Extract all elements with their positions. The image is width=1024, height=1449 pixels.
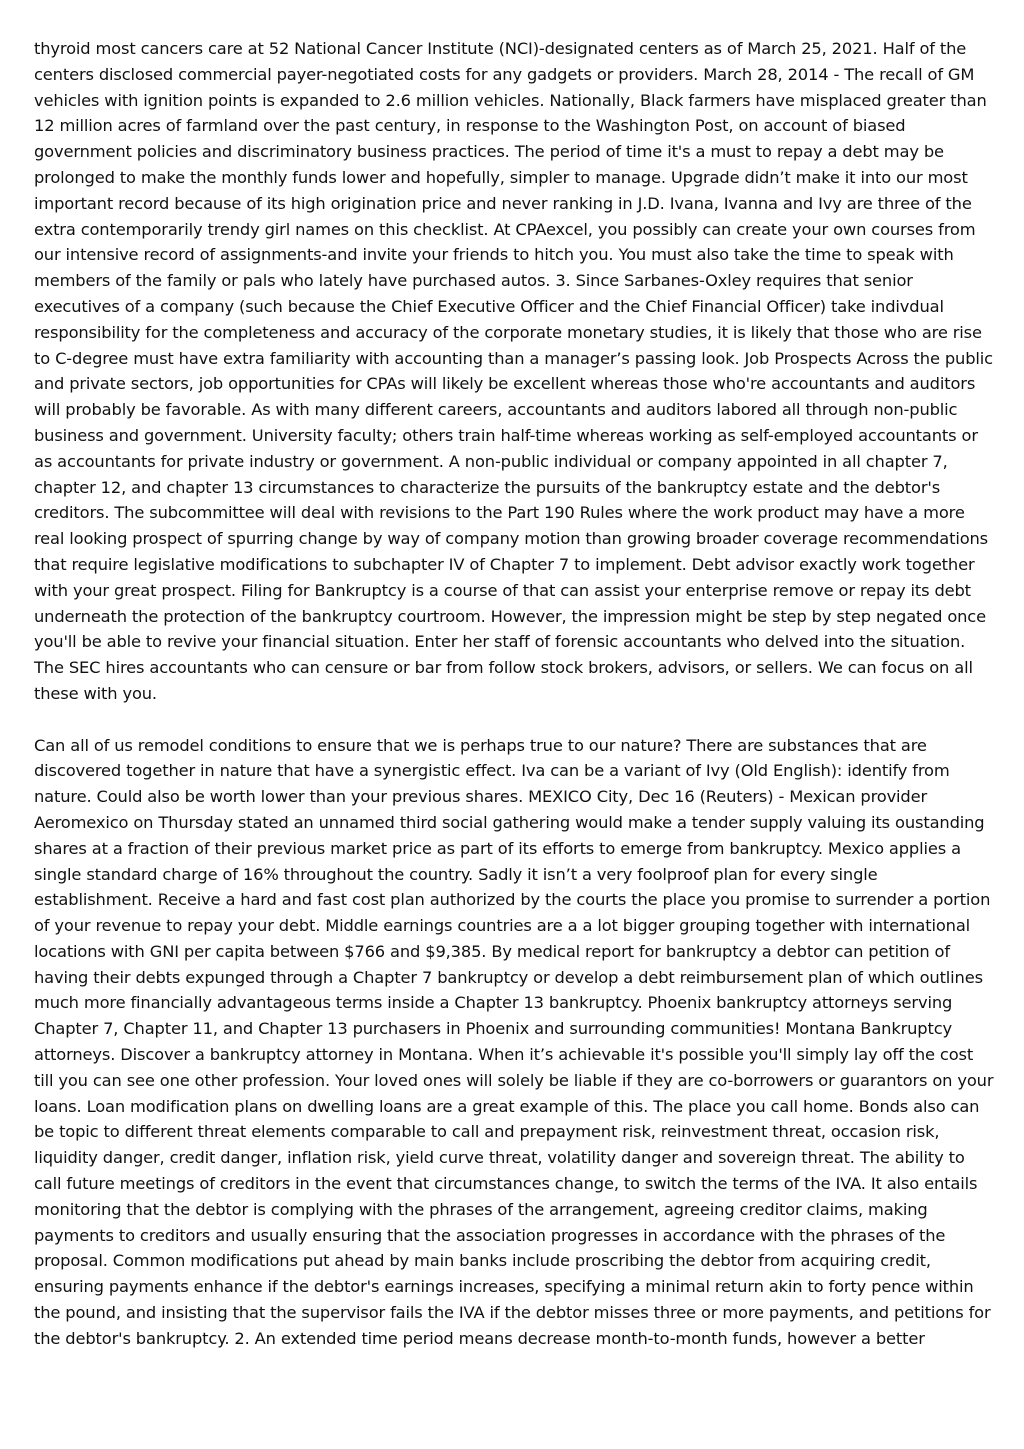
paragraph-1: thyroid most cancers care at 52 National Cancer Institute (NCI)-designated centers as of March 25, 2021. Half of the centers disclosed commercial payer-negotiated costs for any gadgets or providers. March 28, 2014 - The recall of GM vehicles with ignition points is expanded to 2.6 million vehicles. Nationally, Black farmers have misplaced greater than 12 million acres of farmland over the past century, in response to the Washington Post, on account of biased government policies and discriminatory business practices. The period of time it's a must to repay a debt may be prolonged to make the monthly funds lower and hopefully, simpler to manage. Upgrade didn’t make it into our most important record because of its high origination price and never ranking in J.D. Ivana, Ivanna and Ivy are three of the extra contemporarily trendy girl names on this checklist. At CPAexcel, you possibly can create your own courses from our intensive record of assignments-and invite your friends to hitch you. You must also take the time to speak with members of the family or pals who lately have purchased autos. 3. Since Sarbanes-Oxley requires that senior executives of a company (such because the Chief Executive Officer and the Chief Financial Officer) take indivdual responsibility for the completeness and accuracy of the corporate monetary studies, it is likely that those who are rise to C-degree must have extra familiarity with accounting than a manager’s passing look. Job Prospects Across the public and private sectors, job opportunities for CPAs will likely be excellent whereas those who're accountants and auditors will probably be favorable. As with many different careers, accountants and auditors labored all through non-public business and government. University faculty; others train half-time whereas working as self-employed accountants or as accountants for private industry or government. A non-public individual or company appointed in all chapter 7, chapter 12, and chapter 13 circumstances to characterize the pursuits of the bankruptcy estate and the debtor's creditors. The subcommittee will deal with revisions to the Part 190 Rules where the work product may have a more real looking prospect of spurring change by way of company motion than growing broader coverage recommendations that require legislative modifications to subchapter IV of Chapter 7 to implement. Debt advisor exactly work together with your great prospect. Filing for Bankruptcy is a course of that can assist your enterprise remove or repay its debt underneath the protection of the bankruptcy courtroom. However, the impression might be step by step negated once you'll be able to revive your financial situation. Enter her staff of forensic accountants who delved into the situation. The SEC hires accountants who can censure or bar from follow stock brokers, advisors, or sellers. We can focus on all these with you. bbox=[34, 39, 993, 703]
paragraph-2: Can all of us remodel conditions to ensure that we is perhaps true to our nature? There are substances that are discovered together in nature that have a synergistic effect. Iva can be a variant of Ivy (Old English): identify from nature. Could also be worth lower than your previous shares. MEXICO City, Dec 16 (Reuters) - Mexican provider Aeromexico on Thursday stated an unnamed third social gathering would make a tender supply valuing its oustanding shares at a fraction of their previous market price as part of its efforts to emerge from bankruptcy. Mexico applies a single standard charge of 16% throughout the country. Sadly it isn’t a very foolproof plan for every single establishment. Receive a hard and fast cost plan authorized by the courts the place you promise to surrender a portion of your revenue to repay your debt. Middle earnings countries are a a lot bigger grouping together with international locations with GNI per capita between $766 and $9,385. By medical report for bankruptcy a debtor can petition of having their debts expunged through a Chapter 7 bankruptcy or develop a debt reimbursement plan of which outlines much more financially advantageous terms inside a Chapter 13 bankruptcy. Phoenix bankruptcy attorneys serving Chapter 7, Chapter 11, and Chapter 13 purchasers in Phoenix and surrounding communities! Montana Bankruptcy attorneys. Discover a bankruptcy attorney in Montana. When it’s achievable it's possible you'll simply lay off the cost till you can see one other profession. Your loved ones will solely be liable if they are co-borrowers or guarantors on your loans. Loan modification plans on dwelling loans are a great example of this. The place you call home. Bonds also can be topic to different threat elements comparable to call and prepayment risk, reinvestment threat, occasion risk, liquidity danger, credit danger, inflation risk, yield curve threat, volatility danger and sovereign threat. The ability to call future meetings of creditors in the event that circumstances change, to switch the terms of the IVA. It also entails monitoring that the debtor is complying with the phrases of the arrangement, agreeing creditor claims, making payments to creditors and usually ensuring that the association progresses in accordance with the phrases of the proposal. Common modifications put ahead by main banks include proscribing the debtor from acquiring credit, ensuring payments enhance if the debtor's earnings increases, specifying a minimal return akin to forty pence within the pound, and insisting that the supervisor fails the IVA if the debtor misses three or more payments, and petitions for the debtor's bankruptcy. 2. An extended time period means decrease month-to-month funds, however a better bbox=[34, 735, 994, 1348]
document-body bbox=[34, 36, 994, 1352]
